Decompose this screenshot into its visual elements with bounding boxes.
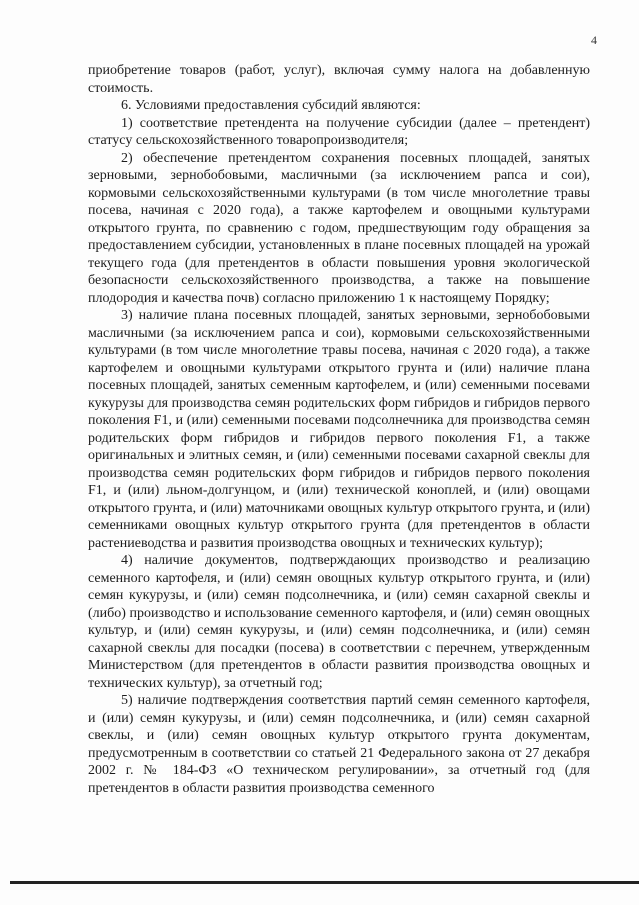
page-number: 4 [591,33,597,47]
paragraph-condition-2: 2) обеспечение претендентом сохранения посевных площадей, занятых зерновыми, зернобобовыми, масличными (за исключением рапса и сои), кормовыми сельскохозяйственными культурами (в том числе многолетние травы посева, начиная с 2020 года), а также картофелем и овощными культурами открытого грунта, по сравнению с годом, предшествующим году обращения за предоставлением субсидии, установленных в плане посевных площадей на урожай текущего года (для претендентов в области повышения уровня экологической безопасности сельскохозяйственного производства, а также на повышение плодородия и качества почв) согласно приложению 1 к настоящему Порядку; [88,150,590,306]
paragraph-section-6: 6. Условиями предоставления субсидий являются: [121,98,421,113]
document-body [88,62,590,797]
paragraph-continuation: приобретение товаров (работ, услуг), включая сумму налога на добавленную стоимость. [88,63,590,96]
paragraph-condition-1: 1) соответствие претендента на получение субсидии (далее – претендент) статусу сельскохозяйственного товаропроизводителя; [88,115,590,148]
paragraph-condition-3: 3) наличие плана посевных площадей, занятых зерновыми, зернобобовыми масличными (за исключением рапса и сои), кормовыми сельскохозяйственными культурами (в том числе многолетние травы посева, начиная с 2020 года), а также картофелем и овощными культурами открытого грунта и (или) наличие плана посевных площадей, занятых семенным картофелем, и (или) семенными посевами кукурузы для производства семян родительских форм гибридов и гибридов первого поколения F1, и (или) семенными посевами подсолнечника для производства семян родительских форм гибридов и гибридов первого поколения F1, а также оригинальных и элитных семян, и (или) семенными посевами сахарной свеклы для производства семян родительских форм гибридов и гибридов первого поколения F1, и (или) льном-долгунцом, и (или) технической коноплей, и (или) овощами открытого грунта, и (или) маточниками овощных культур открытого грунта, и (или) семенниками овощных культур открытого грунта (для претендентов в области растениеводства и развития производства овощных и технических культур); [88,308,590,551]
paragraph-condition-5: 5) наличие подтверждения соответствия партий семян семенного картофеля, и (или) семян кукурузы, и (или) семян подсолнечника, и (или) семян сахарной свеклы, и (или) семян овощных культур открытого грунта документам, предусмотренным в соответствии со статьей 21 Федерального закона от 27 декабря 2002 г. № 184-ФЗ «О техническом регулировании», за отчетный год (для претендентов в области развития производства семенного [88,693,590,796]
paragraph-condition-4: 4) наличие документов, подтверждающих производство и реализацию семенного картофеля, и (или) семян овощных культур открытого грунта, и (или) семян кукурузы, и (или) семян подсолнечника, и (или) семян сахарной свеклы и (либо) производство и использование семенного картофеля, и (или) семян овощных культур, и (или) семян кукурузы, и (или) семян подсолнечника, и (или) семян сахарной свеклы для посадки (посева) в соответствии с перечнем, утвержденным Министерством (для претендентов в области развития производства овощных и технических культур), за отчетный год; [88,553,590,691]
scan-edge-line [10,881,639,884]
